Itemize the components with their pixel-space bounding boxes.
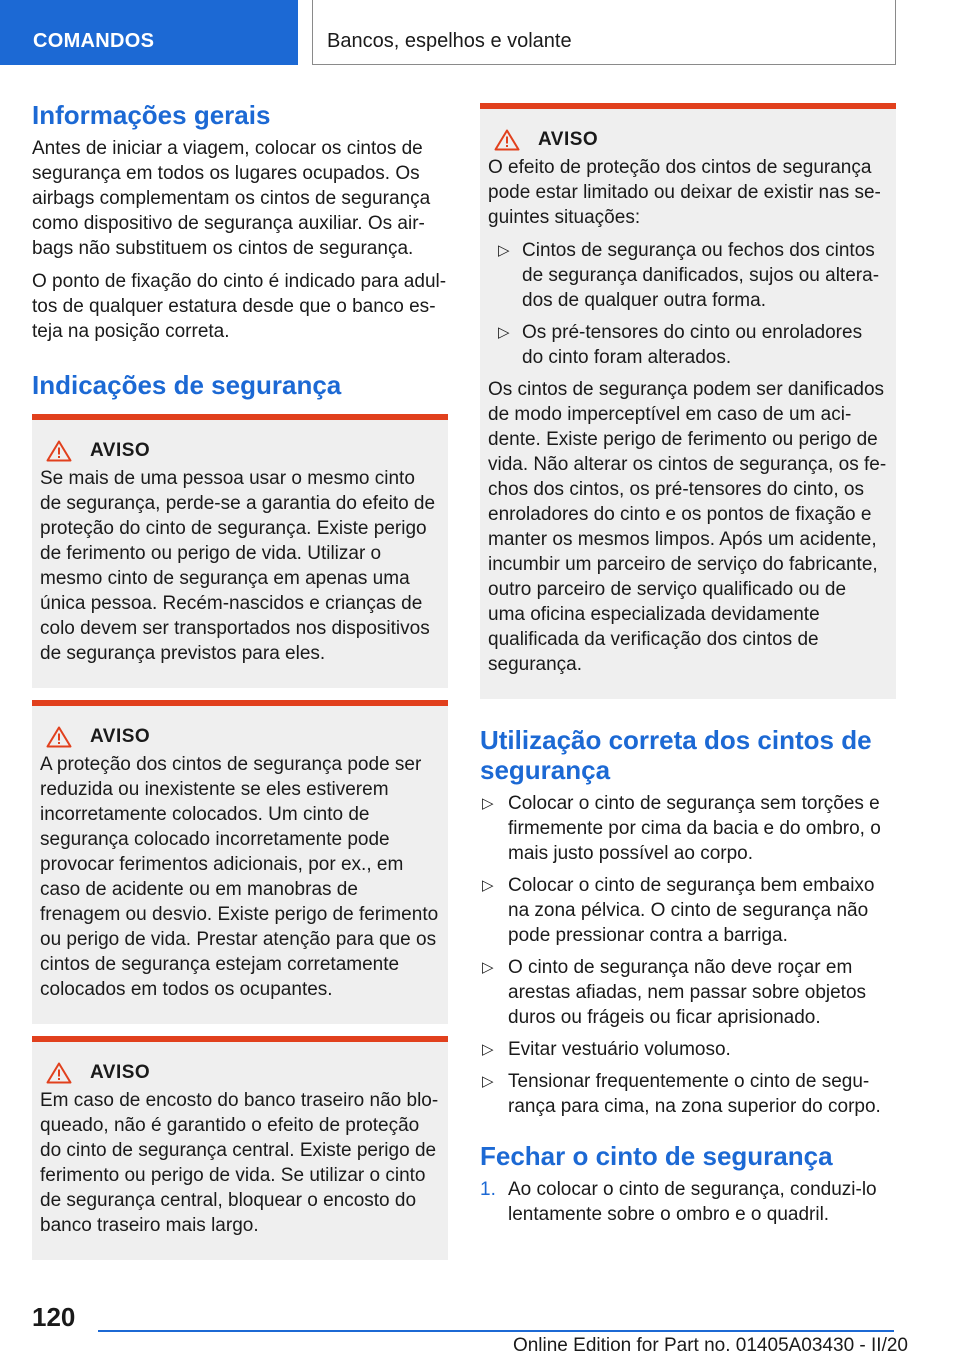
warning-box-3 xyxy=(32,1036,448,1260)
warning-list xyxy=(488,238,888,370)
warning-triangle-icon xyxy=(46,440,72,462)
footer-divider xyxy=(98,1330,894,1332)
triangle-bullet-icon: ▷ xyxy=(482,959,494,976)
heading-correct-use: Utilização correta dos cintos de segurança xyxy=(480,725,872,785)
footer-edition: Online Edition for Part no. 01405A03430 - II/20 xyxy=(512,1335,908,1356)
triangle-bullet-icon: ▷ xyxy=(482,795,494,812)
left-column xyxy=(32,100,448,1260)
step-number: 1. xyxy=(480,1179,496,1200)
warning-text: Em caso de encosto do banco traseiro não bloqueado, não é garantido o efeito de proteção do cinto de segurança central. Existe perigo de ferimento ou perigo de vida. Se utilizar o cinto de segurança central, bloquear o encosto do banco traseiro mais largo. xyxy=(40,1090,439,1236)
warning-text: Se mais de uma pessoa usar o mesmo cinto de segurança, perde-se a garantia do efeito de proteção do cinto de segurança. Existe perigo de ferimento ou perigo de vida. Utilizar o mesmo cinto de segurança em apenas uma única pessoa. Recém-nascidos e crianças de colo devem ser transportados nos dispositivos de segurança previstos para eles. xyxy=(40,468,436,664)
list-item: ▷ Colocar o cinto de segurança bem embaixo na zona pélvica. O cinto de segurança não pode pressionar contra a barriga. xyxy=(482,875,875,946)
warning-text: A proteção dos cintos de segurança pode ser reduzida ou inexistente se eles estiverem incorretamente colocados. Um cinto de segurança colocado incorretamente pode provocar ferimentos adicionais, por ex., em caso de acidente ou em manobras de frenagem ou desvio. Existe perigo de ferimento ou perigo de vida. Prestar atenção para que os cintos de segurança estejam corretamente colocados em todos os ocupantes. xyxy=(40,754,439,1000)
heading-safety-notes: Indicações de segurança xyxy=(32,370,342,400)
list-item: ▷ Evitar vestuário volumoso. xyxy=(482,1039,731,1060)
right-column xyxy=(480,103,896,1227)
warning-title: AVISO xyxy=(90,726,151,747)
list-item: ▷ Os pré-tensores do cinto ou enroladores do cinto foram alterados. xyxy=(498,322,863,368)
list-item: ▷ Cintos de segurança ou fechos dos cintos de segurança danificados, sujos ou alterados de qualquer outra forma. xyxy=(498,240,880,311)
list-item: 1. Ao colocar o cinto de segurança, conduzi-lo lentamente sobre o ombro e o quadril. xyxy=(480,1179,877,1225)
header-section-label: COMANDOS xyxy=(33,30,155,52)
warning-box-4 xyxy=(480,103,896,699)
warning-title: AVISO xyxy=(538,129,599,150)
fasten-steps xyxy=(480,1177,896,1227)
warning-title: AVISO xyxy=(90,440,151,461)
triangle-bullet-icon: ▷ xyxy=(498,324,510,341)
warning-title: AVISO xyxy=(90,1062,151,1083)
header-section-tab xyxy=(0,0,298,65)
paragraph-general-2: O ponto de fixação do cinto é indicado para adultos de qualquer estatura desde que o banco esteja na posição correta. xyxy=(32,271,447,342)
warning-triangle-icon xyxy=(46,726,72,748)
warning-intro: O efeito de proteção dos cintos de segurança pode estar limitado ou deixar de existir nas seguintes situações: xyxy=(488,157,881,228)
warning-box-1 xyxy=(32,414,448,688)
triangle-bullet-icon: ▷ xyxy=(498,242,510,259)
triangle-bullet-icon: ▷ xyxy=(482,1073,494,1090)
header-chapter-label: Bancos, espelhos e volante xyxy=(327,30,572,52)
heading-general-info: Informações gerais xyxy=(32,100,271,130)
list-item: ▷ O cinto de segurança não deve roçar em arestas afiadas, nem passar sobre objetos duros ou frágeis ou ficar aprisionado. xyxy=(482,957,867,1028)
triangle-bullet-icon: ▷ xyxy=(482,1041,494,1058)
page-number: 120 xyxy=(32,1302,76,1332)
heading-fasten-belt: Fechar o cinto de segurança xyxy=(480,1141,833,1171)
list-item: ▷ Tensionar frequentemente o cinto de segurança para cima, na zona superior do corpo. xyxy=(482,1071,881,1117)
header-chapter-tab xyxy=(312,0,896,65)
triangle-bullet-icon: ▷ xyxy=(482,877,494,894)
warning-box-2 xyxy=(32,700,448,1024)
correct-use-list xyxy=(480,791,896,1119)
warning-triangle-icon xyxy=(46,1062,72,1084)
warning-triangle-icon xyxy=(494,129,520,151)
warning-text: Os cintos de segurança podem ser danificados de modo imperceptível em caso de um acidente. Existe perigo de ferimento ou perigo de vida. Não alterar os cintos de segurança, os fechos dos cintos, os pré-tensores do cinto, os enroladores do cinto e os pontos de fixação e manter os mesmos limpos. Após um acidente, incumbir um parceiro de serviço do fabricante, outro parceiro de serviço qualificado ou de uma oficina especializada devidamente qualificada da verificação dos cintos de segurança. xyxy=(488,379,887,675)
list-item: ▷ Colocar o cinto de segurança sem torções e firmemente por cima da bacia e do ombro, o mais justo possível ao corpo. xyxy=(482,793,881,864)
paragraph-general-1: Antes de iniciar a viagem, colocar os cintos de segurança em todos os lugares ocupados. Os airbags complementam os cintos de segurança como dispositivo de segurança auxiliar. Os airbags não substituem os cintos de segurança. xyxy=(32,138,431,259)
